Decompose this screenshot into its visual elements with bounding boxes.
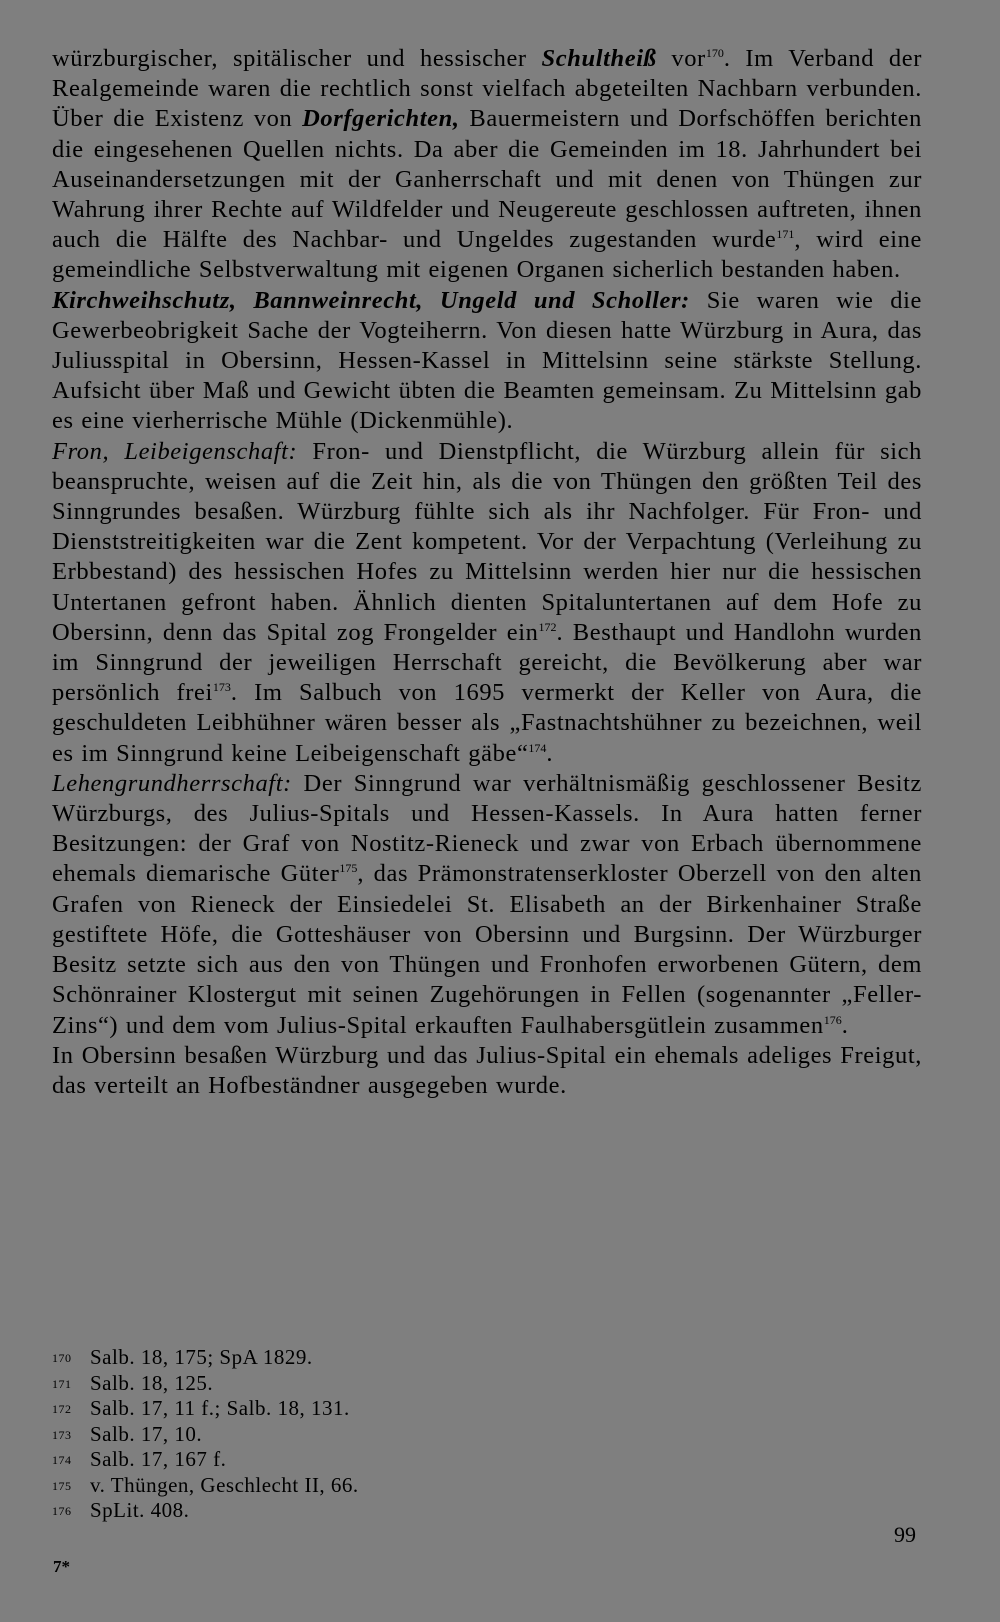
- text-run: Der Sinngrund war verhältnismäßig geschlossener Besitz Würzburgs, des Julius-Spitals und Hessen-Kassels. In Aura hatten ferner Besitzungen: der Graf von Nostitz-Rieneck und zwar von Erbach übernommene ehemals diemarische Güter: [52, 769, 922, 888]
- page-number: 99: [894, 1522, 916, 1547]
- footnote-number: 170: [52, 1351, 72, 1365]
- footnote-text: v. Thüngen, Geschlecht II, 66.: [90, 1472, 359, 1497]
- section-heading-lehengrundherrschaft: Lehengrundherrschaft:: [52, 769, 292, 797]
- footnote-number: 173: [52, 1427, 72, 1442]
- text-run: , wird eine gemeindliche Selbstverwaltung mit eigenen Organen sicherlich bestanden haben.: [52, 226, 922, 284]
- footnote-ref-174: 174: [528, 740, 547, 755]
- text-run: .: [841, 1011, 849, 1039]
- paragraph-gemeinde: [52, 44, 922, 286]
- text-run: In Obersinn besaßen Würzburg und das Julius-Spital ein ehemals adeliges Freigut, das verteilt an Hofbeständner ausgegeben wurde.: [52, 1041, 922, 1099]
- text-run: Bauermeistern und Dorfschöffen berichten die eingesehenen Quellen nichts. Da aber die Gemeinden im 18. Jahrhundert bei Auseinandersetzungen mit der Ganherrschaft und mit denen von Thüngen zur Wahrung ihrer Rechte auf Wildfelder und Neugereute geschlossen auftreten, ihnen auch die Hälfte des Nachbar- und Ungeldes zugestanden wurde: [52, 105, 922, 254]
- footnote-text: Salb. 18, 175; SpA 1829.: [90, 1345, 313, 1369]
- footnote: [52, 1396, 652, 1422]
- footnote: [52, 1447, 652, 1473]
- text-run: würzburgischer, spitälischer und hessischer: [52, 45, 542, 72]
- footnote: [52, 1422, 652, 1448]
- footnote-text: Salb. 17, 11 f.; Salb. 18, 131.: [90, 1396, 350, 1420]
- text-run: Sie waren wie die Gewerbeobrigkeit Sache der Vogteiherrn. Von diesen hatte Würzburg in Aura, das Juliusspital in Obersinn, Hessen-Kassel in Mittelsinn seine stärkste Stellung. Aufsicht über Maß und Gewicht übten die Beamten gemeinsam. Zu Mittelsinn gab es eine vierherrische Mühle (Dickenmühle).: [52, 286, 922, 435]
- footnote: [52, 1345, 652, 1371]
- footnote-number: 176: [52, 1504, 72, 1518]
- paragraph-lehengrundherrschaft: [52, 769, 922, 1041]
- text-run: . Im Verband der Realgemeinde waren die rechtlich sonst vielfach abgeteilten Nachbarn verbunden. Über die Existenz von: [52, 45, 923, 133]
- paragraph-obersinn: [52, 1041, 922, 1101]
- footnote: [52, 1371, 652, 1397]
- footnote-number: 174: [52, 1453, 72, 1467]
- text-run: . Besthaupt und Handlohn wurden im Sinngrund der jeweiligen Herrschaft gereicht, die Bevölkerung aber war persönlich frei: [52, 618, 922, 707]
- text-run: .: [546, 739, 554, 767]
- footnote-text: SpLit. 408.: [90, 1498, 190, 1522]
- footnote-ref-176: 176: [823, 1012, 842, 1027]
- signature-mark: 7*: [53, 1557, 70, 1576]
- text-run: . Im Salbuch von 1695 vermerkt der Keller von Aura, die geschuldeten Leibhühner wären besser als „Fastnachtshühner zu bezeichnen, weil es im Sinngrund keine Leibeigenschaft gäbe“: [52, 679, 922, 767]
- footnote-text: Salb. 17, 10.: [90, 1421, 203, 1446]
- text-run: , das Prämonstratenserkloster Oberzell von den alten Grafen von Rieneck der Einsiedelei St. Elisabeth an der Birkenhainer Straße gestiftete Höfe, die Gotteshäuser von Obersinn und Burgsinn. Der Würzburger Besitz setzte sich aus den von Thüngen und Fronhofen erworbenen Gütern, dem Schönrainer Klostergut mit seinen Zugehörungen in Fellen (sogenannter „Feller-Zins“) und dem vom Julius-Spital erkauften Faulhabersgütlein zusammen: [52, 860, 922, 1039]
- footnote-ref-170: 170: [705, 45, 724, 60]
- footnote-ref-171: 171: [776, 227, 795, 242]
- paragraph-fron: [52, 437, 922, 769]
- footnote: [52, 1498, 652, 1524]
- footnote: [52, 1473, 652, 1499]
- footnote-number: 175: [52, 1478, 72, 1493]
- footnote-ref-172: 172: [538, 619, 557, 634]
- term-dorfgerichten: Dorfgerichten,: [302, 105, 460, 133]
- footnote-number: 172: [52, 1402, 72, 1416]
- footnote-text: Salb. 17, 167 f.: [90, 1447, 227, 1471]
- footnotes: [52, 1345, 652, 1524]
- footnote-ref-175: 175: [339, 861, 358, 876]
- term-schultheiss: Schultheiß: [541, 45, 657, 72]
- paragraph-kirchweihschutz: [52, 286, 922, 437]
- section-heading-fron: Fron, Leibeigenschaft:: [52, 437, 298, 465]
- footnote-number: 171: [52, 1376, 72, 1391]
- section-heading-kirchweihschutz: Kirchweihschutz, Bannweinrecht, Ungeld und Scholler:: [52, 286, 690, 314]
- text-run: vor: [656, 45, 706, 72]
- body-text: [52, 44, 922, 1101]
- footnote-ref-173: 173: [212, 680, 231, 695]
- text-run: Fron- und Dienstpflicht, die Würzburg allein für sich beanspruchte, weisen auf die Zeit hin, als die von Thüngen den größten Teil des Sinngrundes besaßen. Würzburg fühlte sich als ihr Nachfolger. Für Fron- und Dienststreitigkeiten war die Zent kompetent. Vor der Verpachtung (Verleihung zu Erbbestand) des hessischen Hofes zu Mittelsinn werden hier nur die hessischen Untertanen gefront haben. Ähnlich dienten Spitaluntertanen auf dem Hofe zu Obersinn, denn das Spital zog Frongelder ein: [52, 437, 922, 646]
- footnote-text: Salb. 18, 125.: [90, 1370, 214, 1395]
